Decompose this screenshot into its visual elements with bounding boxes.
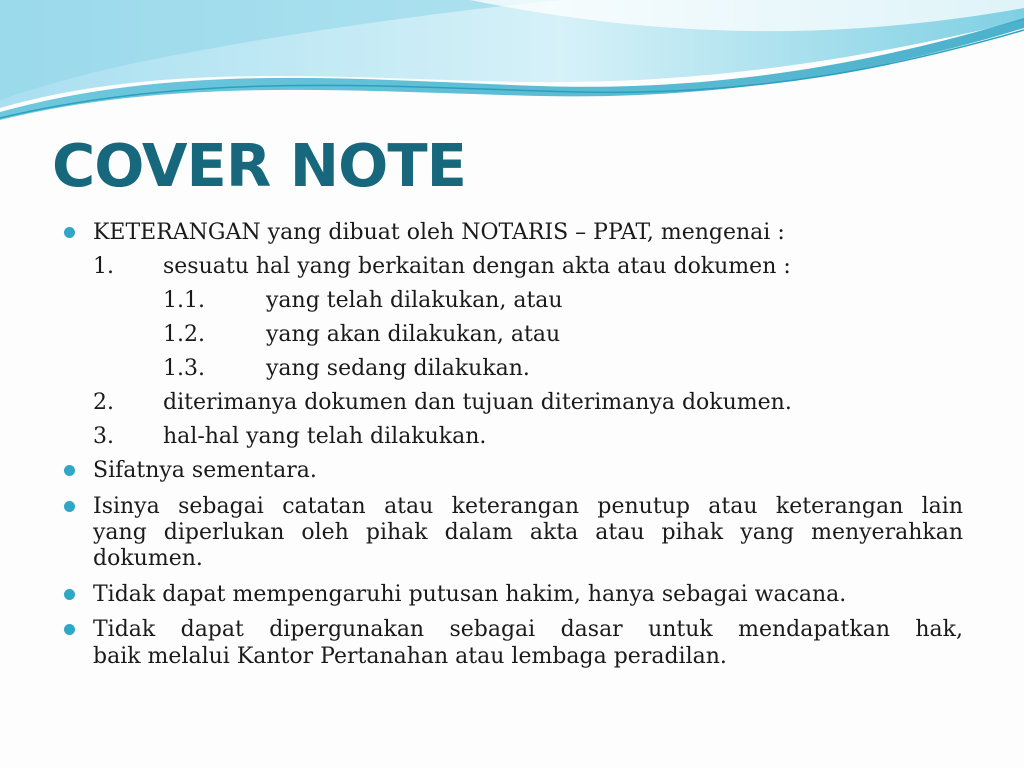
bullet-text-line: Isinya sebagai catatan atau keterangan penutup atau keterangan lain (93, 494, 963, 519)
list-item-text: diterimanya dokumen dan tujuan diterimanya dokumen. (163, 390, 792, 415)
bullet-text-line: Tidak dapat dipergunakan sebagai dasar untuk mendapatkan hak, (93, 617, 963, 642)
bullet-text: KETERANGAN yang dibuat oleh NOTARIS – PPAT, mengenai : (93, 220, 785, 245)
sublist-item-text: yang telah dilakukan, atau (266, 288, 563, 313)
bullet-icon (64, 465, 75, 476)
sublist-number: 1.3. (163, 356, 205, 381)
bullet-icon (64, 589, 75, 600)
list-item-text: sesuatu hal yang berkaitan dengan akta atau dokumen : (163, 254, 791, 279)
list-number: 2. (93, 390, 114, 415)
list-number: 3. (93, 424, 114, 449)
bullet-text-line: baik melalui Kantor Pertanahan atau lembaga peradilan. (93, 644, 727, 669)
list-number: 1. (93, 254, 114, 279)
slide-title: COVER NOTE (52, 131, 466, 200)
bullet-text: Sifatnya sementara. (93, 458, 317, 483)
bullet-icon (64, 227, 75, 238)
bullet-text: Tidak dapat mempengaruhi putusan hakim, hanya sebagai wacana. (93, 582, 847, 607)
list-item-text: hal-hal yang telah dilakukan. (163, 424, 487, 449)
bullet-text-line: dokumen. (93, 546, 203, 571)
bullet-icon (64, 501, 75, 512)
sublist-number: 1.1. (163, 288, 205, 313)
bullet-text-line: yang diperlukan oleh pihak dalam akta atau pihak yang menyerahkan (93, 520, 963, 545)
sublist-item-text: yang akan dilakukan, atau (266, 322, 561, 347)
sublist-number: 1.2. (163, 322, 205, 347)
sublist-item-text: yang sedang dilakukan. (266, 356, 530, 381)
bullet-icon (64, 624, 75, 635)
